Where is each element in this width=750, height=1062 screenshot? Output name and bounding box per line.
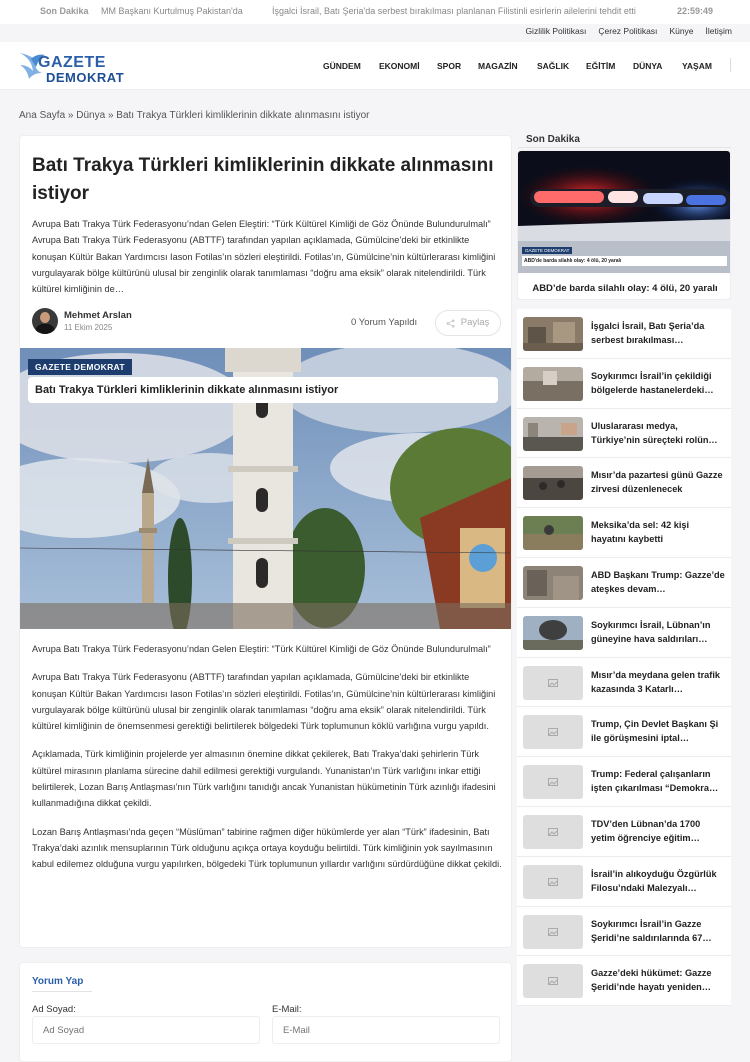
privacy-policy-link[interactable]: Gizlilik Politikası — [525, 26, 587, 36]
featured-image-title: ABD'de barda silahlı olay: 4 ölü, 20 yaralı — [522, 256, 727, 266]
list-item-title: Trump: Federal çalışanların işten çıkarılması “Demokra… — [591, 769, 719, 794]
list-item-title: Uluslararası medya, Türkiye’nin süreçteki rolün… — [591, 420, 718, 445]
list-item-title: Mısır’da pazartesi günü Gazze zirvesi düzenlenecek — [591, 470, 723, 495]
email-input[interactable] — [272, 1016, 500, 1044]
site-header — [0, 42, 750, 90]
list-item-title: Soykırımcı İsrail, Lübnan’ın güneyine hava saldırıları… — [591, 619, 711, 644]
list-item[interactable] — [517, 409, 731, 459]
name-input[interactable] — [32, 1016, 260, 1044]
breadcrumb[interactable]: Ana Sayfa » Dünya » Batı Trakya Türkleri kimliklerinin dikkate alınmasını istiyor — [19, 110, 370, 121]
article-card — [19, 135, 512, 948]
nav-item-gundem[interactable]: GÜNDEM — [323, 61, 361, 71]
news-thumbnail — [523, 417, 583, 451]
heading-underline — [32, 991, 92, 992]
featured-tag: GAZETE DEMOKRAT — [522, 247, 572, 254]
list-item[interactable] — [517, 658, 731, 708]
contact-link[interactable]: İletişim — [705, 26, 732, 36]
nav-item-saglik[interactable]: SAĞLIK — [537, 61, 570, 71]
image-placeholder-icon — [523, 815, 583, 849]
list-item-title: Meksika’da sel: 42 kişi hayatını kaybetti — [591, 520, 690, 545]
author-bar — [32, 306, 502, 340]
author-avatar[interactable] — [32, 308, 58, 334]
news-thumbnail — [523, 566, 583, 600]
list-item[interactable] — [517, 807, 731, 857]
list-item[interactable] — [517, 956, 731, 1006]
list-item[interactable] — [517, 458, 731, 508]
nav-item-yasam[interactable]: YAŞAM — [682, 61, 712, 71]
article-title: Batı Trakya Türkleri kimliklerinin dikkate alınmasını istiyor — [32, 155, 494, 204]
share-button[interactable] — [435, 310, 501, 336]
news-thumbnail — [523, 317, 583, 351]
logo-text-line2: DEMOKRAT — [46, 70, 125, 85]
comment-count-link[interactable]: 0 Yorum Yapıldı — [351, 317, 418, 328]
comment-form-heading: Yorum Yap — [32, 976, 84, 987]
image-placeholder-icon — [523, 666, 583, 700]
hero-category-tag: GAZETE DEMOKRAT — [28, 359, 132, 375]
list-item[interactable] — [517, 309, 731, 359]
sidebar-heading: Son Dakika — [526, 134, 580, 145]
cookie-policy-link[interactable]: Çerez Politikası — [598, 26, 658, 36]
image-placeholder-icon — [523, 964, 583, 998]
article-paragraph: Açıklamada, Türk kimliğinin projelerde yer almasının önemine dikkat çekilerek, Batı Trakya’daki şehirlerin Türk kültürel mirasının planlama sürecine dahil edilmesi gerektiği vurgulandı. Yunanistan’ın Türk varlığını inkar ettiği belirtilerek, Lozan Barış Antlaşması’nın Türk varlığını tanıdığı ancak Yunanistan hükümetinin Türk azınlığı ifadesini kullanmadığına dikkat çekildi. — [32, 749, 496, 809]
news-thumbnail — [523, 516, 583, 550]
site-logo[interactable] — [18, 47, 128, 87]
list-item[interactable] — [517, 608, 731, 658]
list-item[interactable] — [517, 707, 731, 757]
ticker-label: Son Dakika — [40, 6, 89, 16]
list-item-title: TDV’den Lübnan’da 1700 yetim öğrenciye eğitim… — [591, 818, 701, 843]
list-item-title: Soykırımcı İsrail’in Gazze Şeridi’ne saldırılarında 67… — [591, 918, 712, 943]
nav-divider — [730, 58, 731, 72]
news-thumbnail — [523, 466, 583, 500]
article-paragraph: Avrupa Batı Trakya Türk Federasyonu (ABTTF) tarafından yapılan açıklamada, Gümülcine’deki bir etkinlikte konuşan Kültür Bakan Yardımcısı Iason Fotilas’ın sözleri eleştirildi. Fotilas’ın, Gümülcine’nin kültürlerarası kimliğini vurgulayarak bölge kültürünü ulusal bir zenginlik olarak tanımlaması “doğru ama eksik” olarak nitelendirildi. Türk kültürel kimliğinin de önemsenmesi gerektiği belirtilerek bölgedeki Türk toplumunun köklü varlığına vurgu yapıldı. — [32, 672, 496, 732]
list-item-title: ABD Başkanı Trump: Gazze’de ateşkes devam… — [591, 569, 725, 594]
list-item-title: Soykırımcı İsrail’in çekildiği bölgelerde hastanelerdeki… — [591, 370, 714, 395]
top-links — [525, 26, 732, 38]
list-item[interactable] — [517, 508, 731, 558]
author-name[interactable]: Mehmet Arslan — [64, 310, 132, 321]
featured-news-card[interactable] — [517, 150, 731, 300]
list-item[interactable] — [517, 359, 731, 409]
ticker-item[interactable]: MM Başkanı Kurtulmuş Pakistan'da — [101, 6, 243, 16]
article-summary: Avrupa Batı Trakya Türk Federasyonu’ndan Gelen Eleştiri: “Türk Kültürel Kimliği de Göz Önünde Bulundurulmalı” Avrupa Batı Trakya Türk Federasyonu (ABTTF) tarafından yapılan açıklamada, Gümülcine’deki bir etkinlikte konuşan Kültür Bakan Yardımcısı Iason Fotilas’ın sözleri eleştirildi. Fotilas’ın, Gümülcine’nin kültürlerarası kimliğini vurgulayarak bölge kültürünü ulusal bir zenginlik olarak tanımlaması “doğru ama eksik” olarak nitelendirildi. Türk kültürel kimliğinin de… — [32, 219, 496, 295]
image-placeholder-icon — [523, 765, 583, 799]
image-placeholder-icon — [523, 715, 583, 749]
article-body — [32, 641, 504, 885]
list-item-title: Mısır’da meydana gelen trafik kazasında 3 Katarlı… — [591, 669, 721, 694]
list-item-title: Trump, Çin Devlet Başkanı Şi ile görüşmesini iptal… — [591, 719, 719, 744]
image-placeholder-icon — [523, 915, 583, 949]
share-icon — [446, 319, 455, 328]
ticker-item[interactable]: İşgalci İsrail, Batı Şeria'da serbest bırakılması planlanan Filistinli esirlerin ailelerini tehdit etti — [272, 6, 636, 16]
police-lights-photo — [518, 151, 731, 273]
article-paragraph: Lozan Barış Antlaşması’nda geçen “Müslüman” tabirine rağmen diğer hükümlerde yer alan “Türk” ifadesinin, Batı Trakya’daki azınlık mensuplarının Türk olduğunu açıkça ortaya koyduğu belirtildi. Türk kimliğinin yok sayılmasının kabul edilemez olduğuna vurgu yapılırken, bölgedeki Türk toplumunun yıllardır varlığını sürdürdüğüne dikkat çekildi. — [32, 826, 502, 870]
list-item[interactable] — [517, 558, 731, 608]
breaking-news-ticker — [0, 0, 750, 24]
nav-item-magazin[interactable]: MAGAZİN — [478, 61, 518, 71]
comment-form — [19, 962, 512, 1062]
list-item[interactable] — [517, 857, 731, 907]
imprint-link[interactable]: Künye — [669, 26, 694, 36]
news-thumbnail — [523, 367, 583, 401]
name-label: Ad Soyad: — [32, 1004, 76, 1015]
image-placeholder-icon — [523, 865, 583, 899]
list-item[interactable] — [517, 907, 731, 957]
nav-item-ekonomi[interactable]: EKONOMİ — [379, 61, 420, 71]
nav-item-egitim[interactable]: EĞİTİM — [586, 61, 616, 71]
share-label: Paylaş — [460, 317, 490, 328]
email-label: E-Mail: — [272, 1004, 302, 1015]
list-item-title: İşgalci İsrail, Batı Şeria’da serbest bırakılması… — [591, 321, 705, 345]
clock: 22:59:49 — [677, 6, 714, 16]
featured-news-title[interactable]: ABD’de barda silahlı olay: 4 ölü, 20 yaralı — [532, 283, 718, 294]
hero-caption: Batı Trakya Türkleri kimliklerinin dikkate alınmasını istiyor — [28, 377, 498, 403]
latest-news-list — [517, 309, 731, 1006]
sidebar-divider — [518, 147, 731, 148]
list-item-title: İsrail’in alıkoyduğu Özgürlük Filosu’ndaki Malezyalı… — [591, 868, 717, 893]
list-item-title: Gazze’deki hükümet: Gazze Şeridi’nde hayatı yeniden… — [591, 968, 712, 993]
list-item[interactable] — [517, 757, 731, 807]
news-thumbnail — [523, 616, 583, 650]
article-paragraph: Avrupa Batı Trakya Türk Federasyonu’ndan Gelen Eleştiri: “Türk Kültürel Kimliği de Göz Önünde Bulundurulmalı” — [32, 644, 491, 654]
logo-text-line1: GAZETE — [38, 54, 106, 71]
featured-news-image — [518, 151, 731, 273]
nav-item-dunya[interactable]: DÜNYA — [633, 61, 663, 71]
publish-date: 11 Ekim 2025 — [64, 323, 113, 332]
nav-item-spor[interactable]: SPOR — [437, 61, 462, 71]
